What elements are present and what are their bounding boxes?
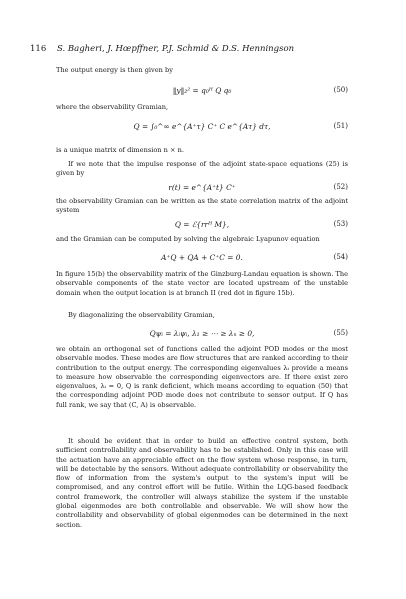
equation-54-math: A⁺Q + QA + C⁺C = 0.	[161, 253, 243, 262]
equation-55-math: Qψᵢ = λᵢψᵢ, λ₁ ≥ ⋯ ≥ λₙ ≥ 0,	[149, 329, 255, 338]
equation-53-number: (53)	[333, 220, 348, 228]
equation-54-number: (54)	[333, 253, 348, 261]
equation-53	[56, 218, 348, 232]
paragraph-unique-matrix: is a unique matrix of dimension n × n.	[56, 146, 184, 154]
equation-52	[56, 181, 348, 195]
paragraph-effective-control: It should be evident that in order to build an effective control system, both sufficient controllability and observability has to be established. Only in this case will the actuation have an appreciable effect on the flow system whose response, in turn, will be detectable by the sensors. Without adequate controllability or observability the flow of information from the system's output to the system's input will be compromised, and any control effort will be futile. Within the LQG-based feedback control framework, the controller will always stabilize the system if the unstable global eigenmodes are both controllable and observable. We will show how the controllability and observability of global eigenmodes can be determined in the next section.	[56, 437, 348, 529]
equation-53-math: Q = ℰ{rrᴴ M},	[174, 220, 230, 229]
paragraph-output-energy: The output energy is then given by	[56, 66, 173, 74]
paragraph-adjoint-pod: we obtain an orthogonal set of functions called the adjoint POD modes or the most observable modes. These modes are flow structures that are ranked according to their contribution to the output energy. The corresponding eigenvalues λᵢ provide a means to measure how observable the corresponding eigenvectors are. If there exist zero eigenvalues, λᵢ = 0, Q is rank deficient, which means according to equation (50) that the corresponding adjoint POD mode does not contribute to sensor output. If Q has full rank, we say that (C, A) is observable.	[56, 345, 348, 409]
page-header	[30, 44, 376, 56]
paragraph-lyapunov: and the Gramian can be computed by solving the algebraic Lyapunov equation	[56, 235, 320, 243]
equation-50-math: ‖y‖₂² = q₀ᴴ Q q₀	[172, 86, 232, 95]
paragraph-state-correlation: the observability Gramian can be written as the state correlation matrix of the adjoint system	[56, 197, 348, 215]
running-head: S. Bagheri, J. Hœpffner, P.J. Schmid & D.S. Henningson	[57, 44, 295, 54]
equation-50-number: (50)	[333, 86, 348, 94]
paragraph-impulse-response: If we note that the impulse response of the adjoint state-space equations (25) is given by	[56, 160, 348, 178]
paragraph-diagonalizing: By diagonalizing the observability Gramian,	[68, 311, 215, 319]
page-number: 116	[30, 44, 47, 54]
equation-54	[56, 251, 348, 265]
equation-52-number: (52)	[333, 183, 348, 191]
equation-52-math: r(t) = e^{A⁺t} C⁺	[168, 183, 236, 192]
equation-50	[56, 84, 348, 98]
equation-55	[56, 327, 348, 341]
equation-55-number: (55)	[333, 329, 348, 337]
equation-51	[56, 114, 348, 140]
equation-51-number: (51)	[333, 122, 348, 130]
equation-51-math: Q = ∫₀^∞ e^{A⁺τ} C⁺ C e^{Aτ} dτ,	[133, 122, 271, 131]
paragraph-observability-gramian: where the observability Gramian,	[56, 103, 169, 111]
paragraph-figure-15b: In figure 15(b) the observability matrix of the Ginzburg-Landau equation is shown. The observable components of the state vector are located upstream of the unstable domain when the output location is at branch II (red dot in figure 15b).	[56, 270, 348, 297]
